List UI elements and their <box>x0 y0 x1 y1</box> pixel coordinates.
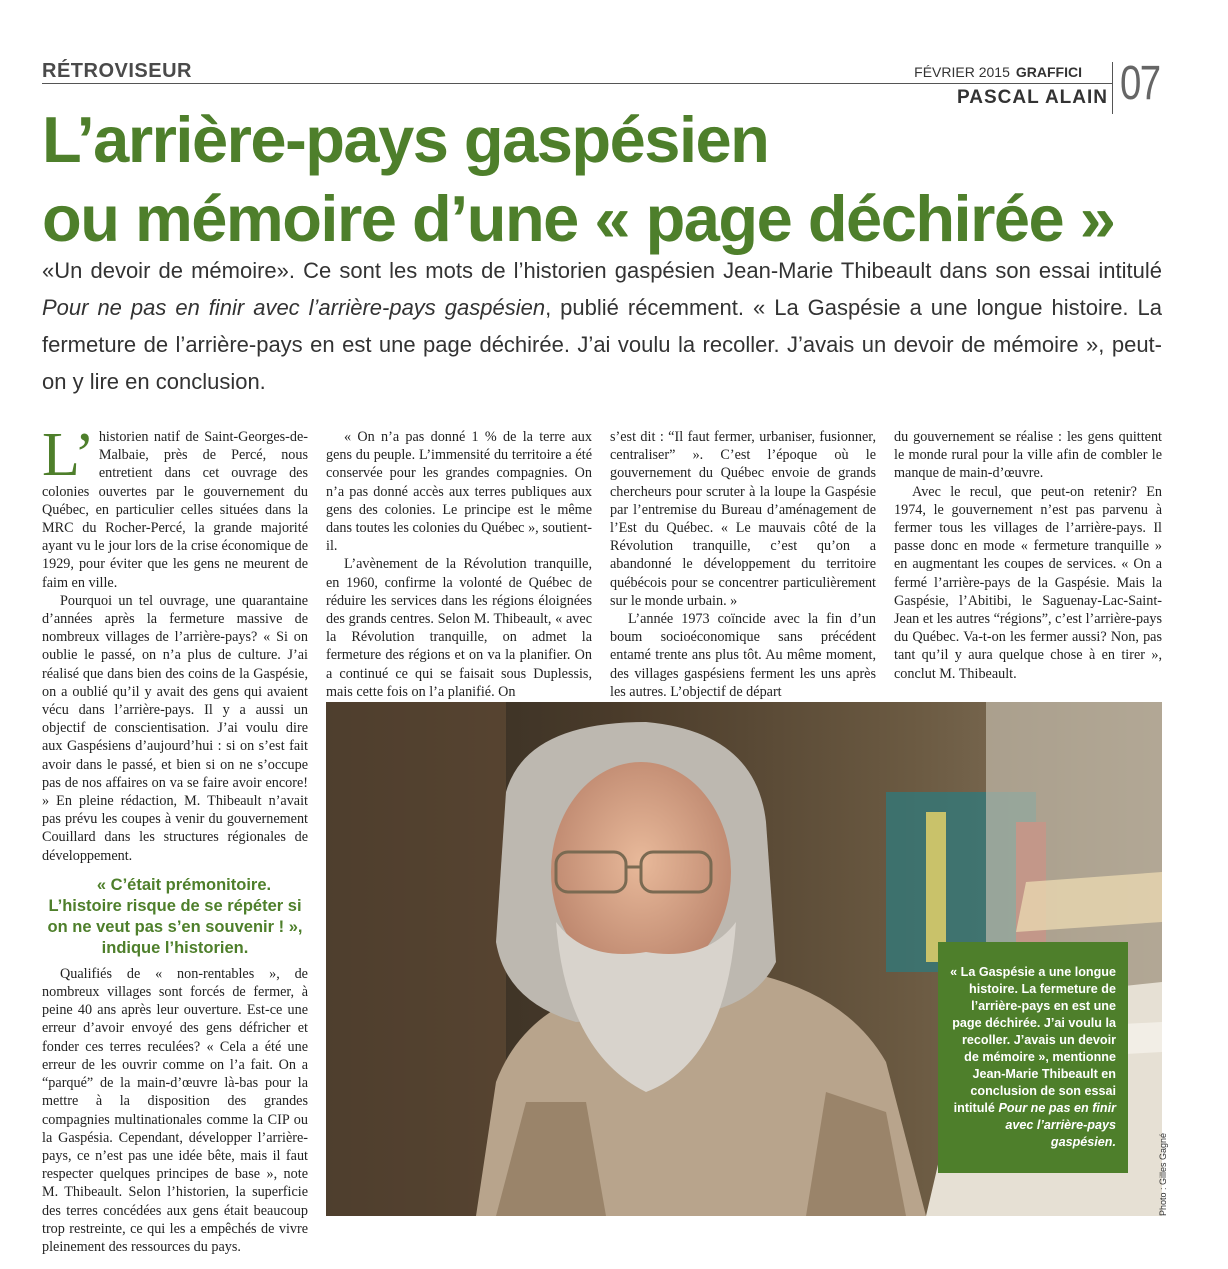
headline-line2: ou mémoire d’une « page déchirée » <box>42 182 1115 255</box>
issue-date-text: FÉVRIER 2015 <box>914 64 1010 80</box>
article-column-4 <box>894 428 1162 683</box>
headline <box>42 100 1192 258</box>
article-paragraph: L’avènement de la Révolution tranquille, en 1960, confirme la volonté de Québec de réduire les services dans les régions éloignées des grands centres. Selon M. Thibeault, « avec la Révolution tranquille, on admet la fermeture des régions et on va la planifier. On a continué ce qui se faisait sous Duplessis, mais cette fois on l’a planifié. On <box>326 556 592 700</box>
article-paragraph: Avec le recul, que peut-on retenir? En 1974, le gouvernement n’est pas parvenu à fermer tous les villages de l’arrière-pays. Il passe donc en mode « fermeture tranquille » en augmentant les coupes de services. « On a fermé l’arrière-pays de la Gaspésie. Mais la Gaspésie, l’Abitibi, le Saguenay-Lac-Saint-Jean et les autres “régions”, c’est l’arrière-pays du Québec. Va-t-on les fermer aussi? Non, pas tant qu’il y aura quelque chose à en tirer », conclut M. Thibeault. <box>894 483 1162 682</box>
photo-caption <box>938 942 1128 1173</box>
article-paragraph: s’est dit : “Il faut fermer, urbaniser, fusionner, centraliser” ». C’est l’époque où le gouvernement du Québec envoie de grands chercheurs pour scruter à la loupe la Gaspésie par l’entremise du Bureau d’aménagement de l’Est du Québec. « Le mauvais côté de la Révolution tranquille, c’est qu’on a abandonné le développement du territoire québécois pour se concentrer particulièrement sur le monde urbain. » <box>610 429 876 609</box>
article-paragraph: L’année 1973 coïncide avec la fin d’un boum socioéconomique sans précédent entamé trente ans plus tôt. Au même moment, des villages gaspésiens ferment les uns après les autres. L’objectif de départ <box>610 611 876 700</box>
photo-credit: Photo : Gilles Gagné <box>1158 1132 1168 1216</box>
section-label: RÉTROVISEUR <box>42 60 192 82</box>
pull-quote: « C’était prémonitoire. L’histoire risque de se répéter si on ne veut pas s’en souvenir ! », indique l’historien. <box>47 875 303 957</box>
article-paragraph: du gouvernement se réalise : les gens quittent le monde rural pour la ville afin de combler le manque de main-d’œuvre. <box>894 429 1162 482</box>
headline-line1: L’arrière-pays gaspésien <box>42 103 769 176</box>
article-column-3 <box>610 428 876 701</box>
lede-book-title: Pour ne pas en finir avec l’arrière-pays gaspésien <box>42 295 546 320</box>
author-byline: PASCAL ALAIN <box>957 87 1108 108</box>
article-paragraph: « On n’a pas donné 1 % de la terre aux gens du peuple. L’immensité du territoire a été conservée pour les grandes compagnies. On n’a pas donné accès aux terres publiques aux gens des colonies. Le principe est le même dans toutes les colonies du Québec », soutient-il. <box>326 429 592 555</box>
issue-date <box>914 64 1082 80</box>
article-paragraph: Pourquoi un tel ouvrage, une quarantaine d’années après la fermeture massive de nombreux villages de l’arrière-pays? « Si on oublie le passé, on n’a plus de culture. J’ai réalisé que dans bien des coins de la Gaspésie, on a oublié qu’il y avait des gens qui avaient vécu dans l’arrière-pays. Il y a aussi un objectif de conscientisation. J’ai voulu dire aux Gaspésiens d’aujourd’hui : si on s’est fait avoir dans le passé, et bien si on ne s’occupe pas de nos affaires on va se faire avoir encore! » En pleine rédaction, M. Thibeault n’avait pas prévu les coupes à venir du gouvernement Couillard dans les structures régionales de développement. <box>42 592 308 864</box>
lede-part1: «Un devoir de mémoire». Ce sont les mots de l’historien gaspésien Jean-Marie Thibeault dans son essai intitulé <box>42 258 1162 283</box>
article-paragraph: Qualifiés de « non-rentables », de nombreux villages sont forcés de fermer, à peine 40 ans après leur ouverture. Est-ce une erreur d’avoir envoyé des gens défricher et fonder ces terres reculées? « Cela a été une erreur de les ouvrir comme on l’a fait. On a “parqué” de la main-d’œuvre là-bas pour la mettre à la disposition des grandes compagnies multinationales comme la CIP ou la Gaspésia. Cependant, développer l’arrière-pays, ce n’est pas une idée bête, mais il faut respecter quelques principes de base », note M. Thibeault. Selon l’historien, la superficie des terres concédées aux gens était beaucoup trop restreinte, ce qui les a empêchés de vivre pleinement des ressources du pays. <box>42 965 308 1255</box>
caption-book-title: Pour ne pas en finir avec l’arrière-pays gaspésien. <box>998 1101 1116 1149</box>
lede-part2: , publié récemment. « La Gaspésie a une longue histoire. La fermeture de l’arrière-pays en est une page déchirée. J’ai voulu la recoller. J’avais un devoir de mémoire », peut-on y lire en conclusion. <box>42 295 1162 394</box>
lede <box>42 252 1162 400</box>
drop-cap: L’ <box>42 421 95 489</box>
paragraph-text: historien natif de Saint-Georges-de-Malbaie, près de Percé, nous entretient dans cet ouvrage des colonies ouvertes par le gouvernement du Québec, en particulier celles situées dans la MRC du Rocher-Percé, la grande majorité ayant vu le jour lors de la crise économique de 1929, pour éviter que les gens ne meurent de faim en ville. <box>42 429 308 591</box>
header-rule <box>42 83 1112 84</box>
publication-name: GRAFFICI <box>1015 64 1082 80</box>
article-paragraph <box>42 421 308 592</box>
article-column-2 <box>326 428 592 701</box>
page-number: 07 <box>1120 57 1160 110</box>
caption-text: « La Gaspésie a une longue histoire. La fermeture de l’arrière-pays en est une page déchirée. J’ai voulu la recoller. J’avais un devoir de mémoire », mentionne Jean-Marie Thibeault en conclusion de son essai intitulé <box>950 965 1116 1115</box>
article-column-1 <box>42 421 308 1256</box>
